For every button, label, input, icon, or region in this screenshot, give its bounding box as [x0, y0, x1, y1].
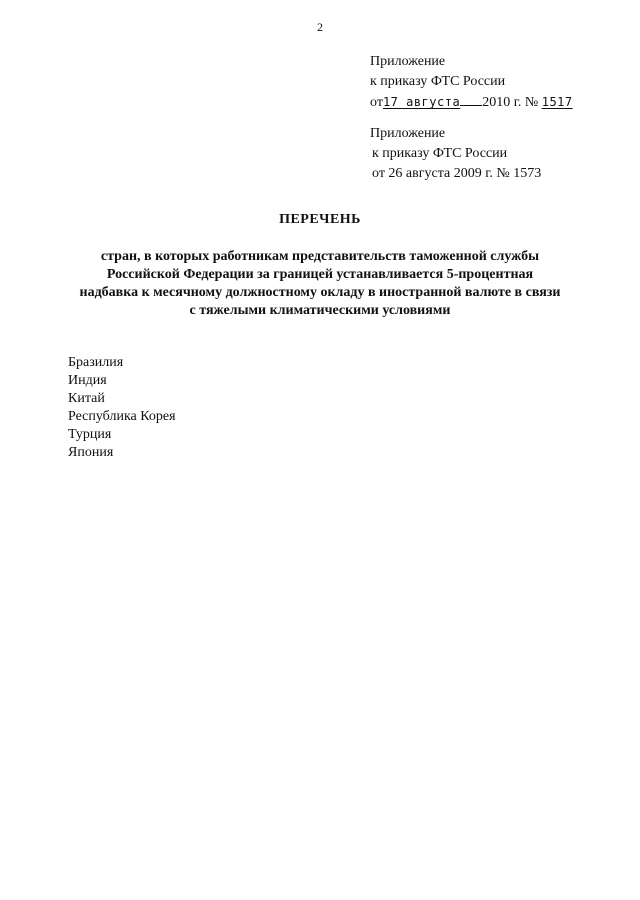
appendix-order-reference: к приказу ФТС России: [370, 74, 506, 89]
appendix-order-date-line: [370, 92, 573, 113]
page-number: 2: [317, 20, 323, 34]
appendix-order-reference: к приказу ФТС России: [372, 146, 508, 161]
order-year: 2010 г. №: [482, 95, 539, 110]
order-date-prefix: от: [370, 95, 383, 110]
order-date-underline: [460, 92, 482, 106]
document-subtitle: [60, 248, 580, 320]
list-item: Турция: [68, 427, 112, 442]
list-item: Китай: [68, 391, 105, 406]
appendix-label: Приложение: [370, 54, 446, 69]
document-title: ПЕРЕЧЕНЬ: [279, 212, 361, 227]
appendix-current-order: [370, 52, 573, 113]
appendix-previous-order: [370, 124, 541, 184]
list-item: Япония: [68, 445, 114, 460]
subtitle-line: стран, в которых работникам представительств таможенной службы: [100, 249, 540, 264]
list-item: Индия: [68, 373, 107, 388]
subtitle-line: с тяжелыми климатическими условиями: [189, 303, 451, 318]
appendix-order-date-line: от 26 августа 2009 г. № 1573: [372, 166, 542, 181]
list-item: Республика Корея: [68, 409, 176, 424]
subtitle-line: Российской Федерации за границей устанавливается 5-процентная: [106, 267, 534, 282]
order-number-handwritten: 1517: [541, 95, 573, 109]
country-list: [68, 354, 176, 462]
list-item: Бразилия: [68, 355, 124, 370]
appendix-label: Приложение: [370, 126, 446, 141]
order-date-handwritten: 17 августа: [382, 95, 461, 109]
subtitle-line: надбавка к месячному должностному окладу в иностранной валюте в связи: [79, 285, 561, 300]
